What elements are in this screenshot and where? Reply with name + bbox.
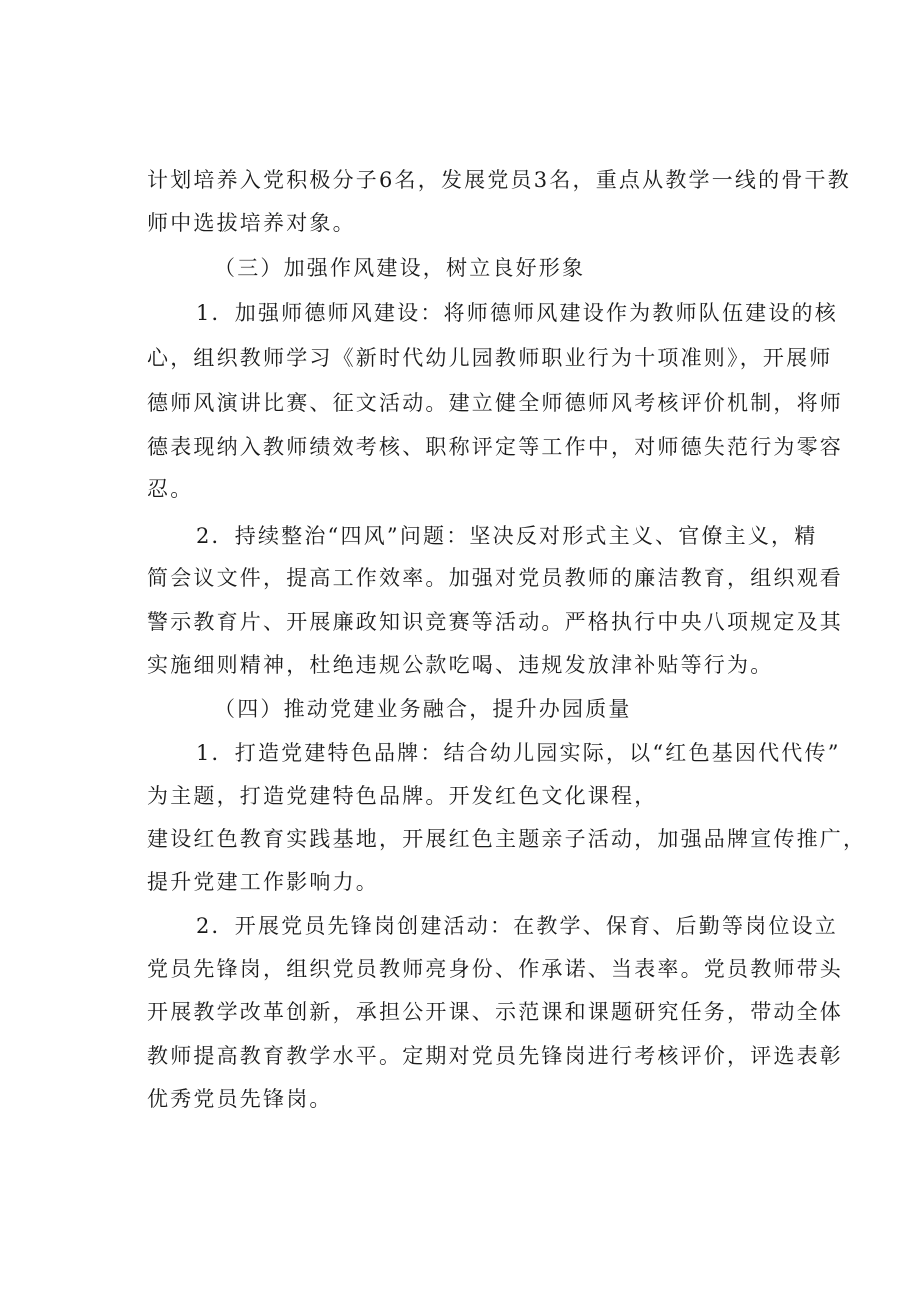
body-line: 德师风演讲比赛、征文活动。建立健全师德师风考核评价机制，将师 <box>147 391 843 415</box>
body-line: 建设红色教育实践基地，开展红色主题亲子活动，加强品牌宣传推广， <box>147 827 867 851</box>
body-line: 师中选拔培养对象。 <box>147 211 356 235</box>
body-line: 忍。 <box>147 477 194 501</box>
body-line: 实施细则精神，杜绝违规公款吃喝、违规发放津补贴等行为。 <box>147 653 774 677</box>
body-line: 心，组织教师学习《新时代幼儿园教师职业行为十项准则》，开展师 <box>147 346 833 370</box>
section-heading: （三）加强作风建设，树立良好形象 <box>214 256 586 280</box>
body-line: 2．开展党员先锋岗创建活动：在教学、保育、后勤等岗位设立 <box>196 914 838 938</box>
body-line: 1．加强师德师风建设：将师德师风建设作为教师队伍建设的核 <box>196 301 838 325</box>
body-line: 开展教学改革创新，承担公开课、示范课和课题研究任务，带动全体 <box>147 1000 843 1024</box>
body-line: 计划培养入党积极分子6名，发展党员3名，重点从教学一线的骨干教 <box>147 168 851 192</box>
body-line: 2．持续整治“四风”问题：坚决反对形式主义、官僚主义，精 <box>196 524 818 548</box>
section-heading: （四）推动党建业务融合，提升办园质量 <box>214 697 632 721</box>
body-line: 优秀党员先锋岗。 <box>147 1087 333 1111</box>
body-line: 简会议文件，提高工作效率。加强对党员教师的廉洁教育，组织观看 <box>147 566 843 590</box>
body-line: 警示教育片、开展廉政知识竞赛等活动。严格执行中央八项规定及其 <box>147 610 843 634</box>
body-line: 1．打造党建特色品牌：结合幼儿园实际，以“红色基因代代传” <box>196 741 841 765</box>
body-line: 为主题，打造党建特色品牌。开发红色文化课程， <box>147 784 658 808</box>
body-line: 提升党建工作影响力。 <box>147 870 379 894</box>
body-line: 党员先锋岗，组织党员教师亮身份、作承诺、当表率。党员教师带头 <box>147 957 843 981</box>
body-line: 教师提高教育教学水平。定期对党员先锋岗进行考核评价，评选表彰 <box>147 1044 843 1068</box>
body-line: 德表现纳入教师绩效考核、职称评定等工作中，对师德失范行为零容 <box>147 435 843 459</box>
